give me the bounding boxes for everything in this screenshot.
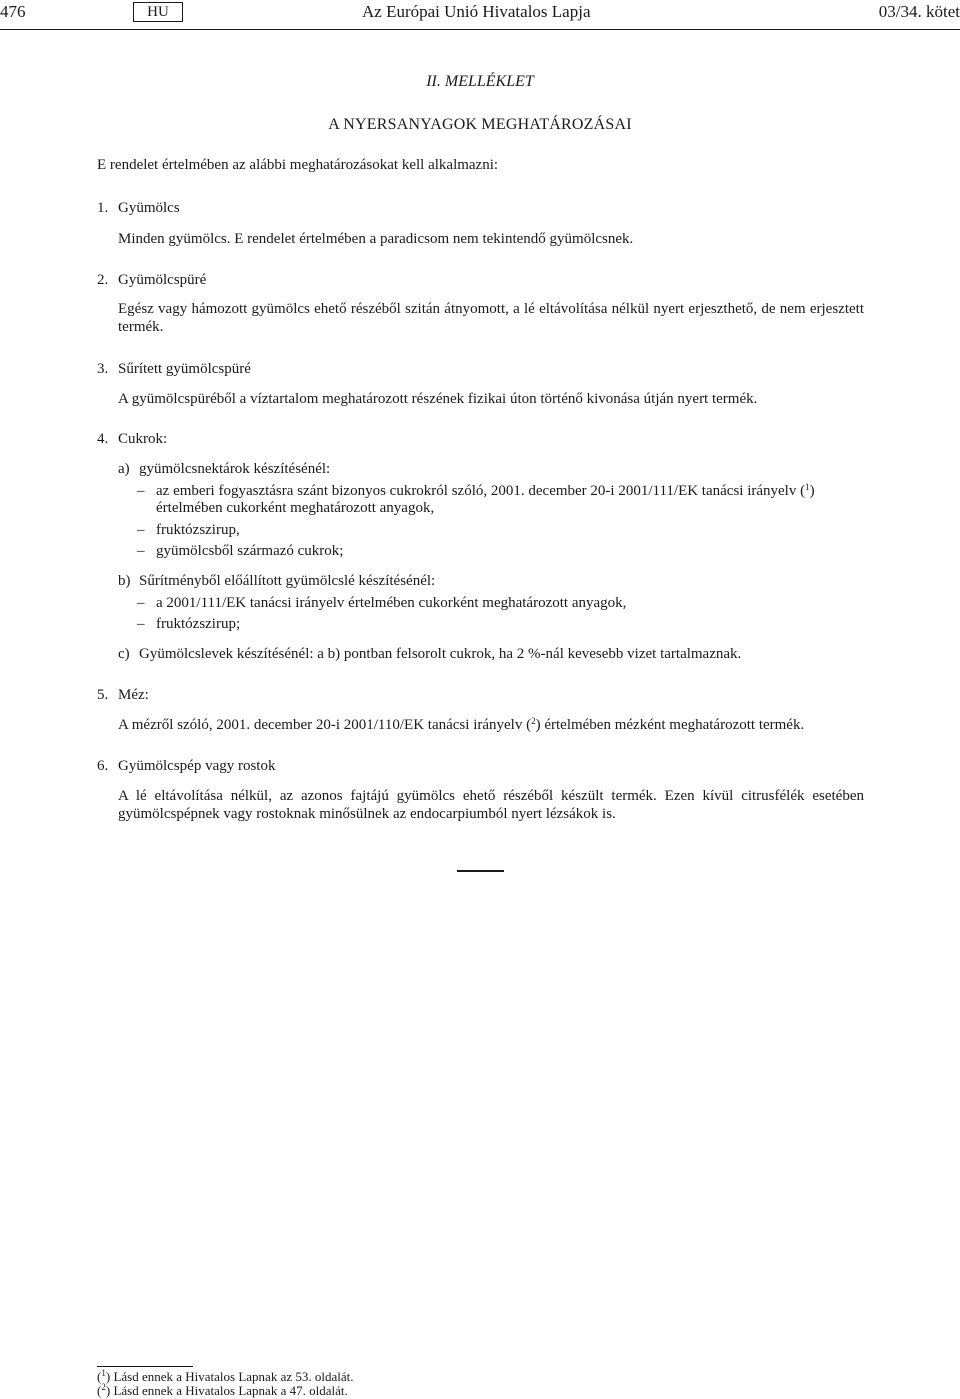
section-number: 4. [97, 431, 109, 447]
intro-text: E rendelet értelmében az alábbi meghatározásokat kell alkalmazni: [97, 157, 499, 173]
dash-bullet: – [137, 543, 145, 559]
footnote-ref: 1 [805, 482, 810, 492]
journal-title: Az Európai Unió Hivatalos Lapja [362, 2, 591, 21]
section-heading: Gyümölcs [118, 200, 180, 216]
page-header [0, 0, 960, 26]
section-text: A mézről szóló, 2001. december 20-i 2001/110/EK tanácsi irányelv ($^2$) értelmében mézként meghatározott termék. [118, 716, 805, 733]
header-rule [0, 29, 960, 30]
footnote-marker: 2 [101, 1382, 106, 1392]
item-label-a: a) [118, 461, 130, 477]
footnote-text: Lásd ennek a Hivatalos Lapnak az 53. oldalát. [113, 1369, 354, 1384]
dash-bullet: – [137, 616, 145, 632]
footnote-text: Lásd ennek a Hivatalos Lapnak a 47. oldalát. [113, 1383, 348, 1398]
dash-bullet: – [137, 595, 145, 611]
section-heading: Cukrok: [118, 431, 168, 447]
section-number: 5. [97, 687, 109, 703]
item-text-c: Gyümölcslevek készítésénél: a b) pontban felsorolt cukrok, ha 2 %-nál kevesebb vizet tartalmaznak. [139, 646, 742, 662]
footnote-marker: 1 [101, 1368, 106, 1378]
dash-bullet: – [137, 483, 145, 499]
item-text-b: Sűrítményből előállított gyümölcslé készítésénél: [139, 573, 436, 589]
annex-label: II. MELLÉKLET [426, 73, 534, 90]
list-item: fruktózszirup; [156, 616, 241, 632]
section-number: 6. [97, 758, 109, 774]
section-heading: Méz: [118, 687, 149, 703]
list-item: fruktózszirup, [156, 522, 240, 538]
section-text: Minden gyümölcs. E rendelet értelmében a paradicsom nem tekintendő gyümölcsnek. [118, 231, 634, 247]
footnote: ($^1$) Lásd ennek a Hivatalos Lapnak az 53. oldalát. [97, 1368, 354, 1384]
language-code-box: HU [133, 2, 183, 22]
end-separator-rule [457, 870, 504, 872]
section-number: 2. [97, 272, 109, 288]
section-heading: Gyümölcspüré [118, 272, 207, 288]
section-number: 3. [97, 361, 109, 377]
section-text: Egész vagy hámozott gyümölcs ehető részéből szitán átnyomott, a lé eltávolítása nélkül nyert erjeszthető, de nem erjesztett termék. [118, 301, 864, 335]
footnote-ref: 2 [531, 716, 536, 726]
item-label-b: b) [118, 573, 131, 589]
list-item: az emberi fogyasztásra szánt bizonyos cukrokról szóló, 2001. december 20-i 2001/111/EK tanácsi irányelv ($^1$) [156, 482, 815, 499]
item-label-c: c) [118, 646, 130, 662]
section-heading: Gyümölcspép vagy rostok [118, 758, 276, 774]
annex-title: A NYERSANYAGOK MEGHATÁROZÁSAI [328, 116, 632, 133]
page-number: 476 [0, 2, 26, 21]
list-item: a 2001/111/EK tanácsi irányelv értelmében cukorként meghatározott anyagok, [156, 595, 627, 611]
footnote: ($^2$) Lásd ennek a Hivatalos Lapnak a 47. oldalát. [97, 1382, 348, 1398]
footnote-rule [97, 1366, 193, 1367]
list-item: gyümölcsből származó cukrok; [156, 543, 344, 559]
list-item-continuation: értelmében cukorként meghatározott anyagok, [156, 500, 435, 516]
section-heading: Sűrített gyümölcspüré [118, 361, 251, 377]
section-number: 1. [97, 200, 109, 216]
section-text: A lé eltávolítása nélkül, az azonos fajtájú gyümölcs ehető részéből készült termék. Ezen kívül citrusfélék esetében gyümölcspépnek vagy rostoknak minősülnek az endocarpiumból nyert lézsákok is. [118, 788, 864, 822]
dash-bullet: – [137, 522, 145, 538]
section-text: A gyümölcspüréből a víztartalom meghatározott részének fizikai úton történő kivonása útján nyert termék. [118, 391, 758, 407]
item-text-a: gyümölcsnektárok készítésénél: [139, 461, 331, 477]
volume-label: 03/34. kötet [878, 2, 960, 21]
